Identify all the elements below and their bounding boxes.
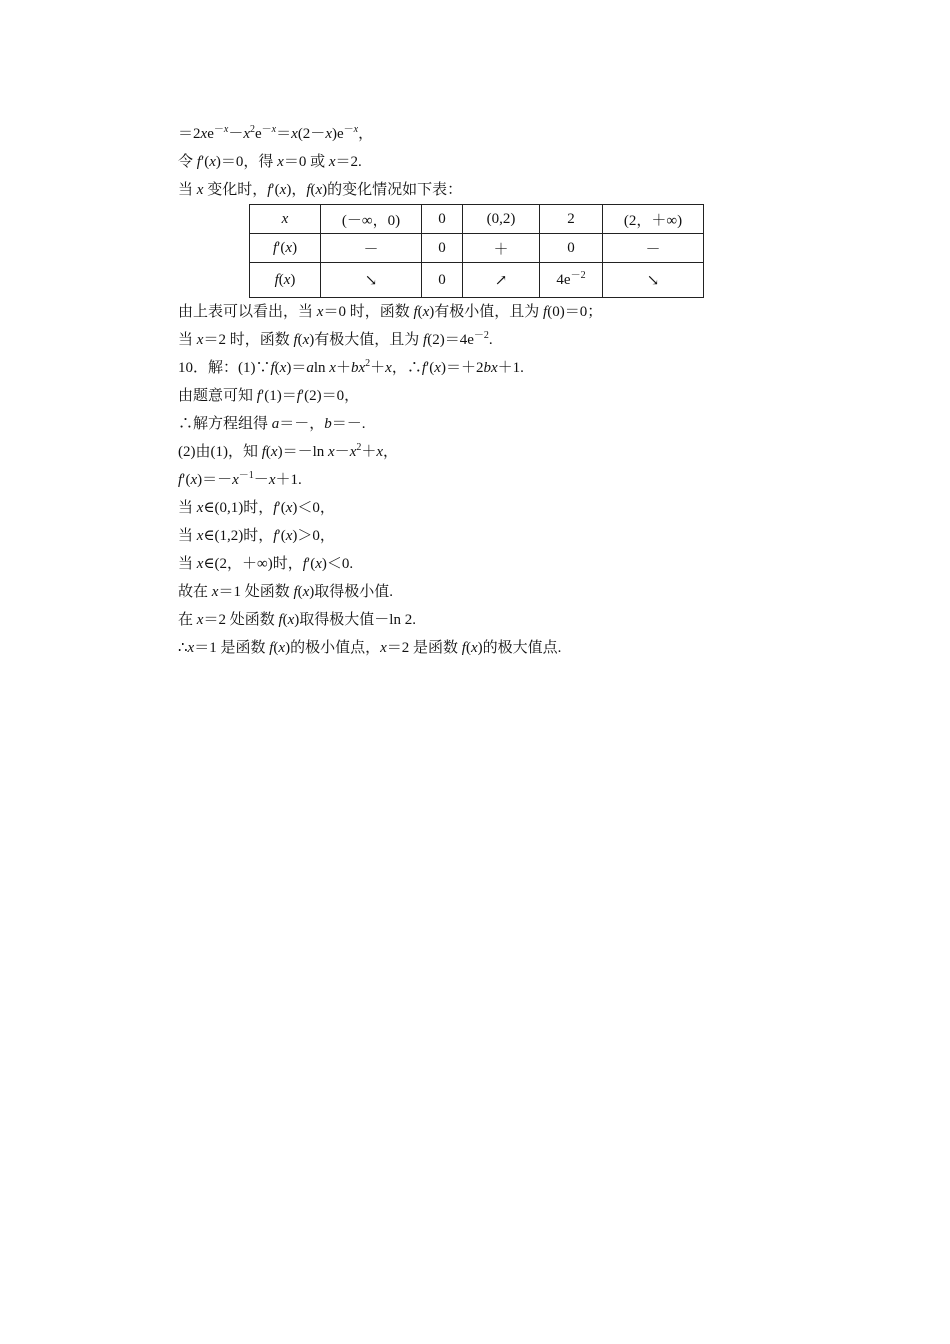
table-cell: 0: [422, 234, 463, 263]
text-line: ∴x＝1 是函数 f(x)的极小值点，x＝2 是函数 f(x)的极大值点.: [178, 640, 562, 656]
table-cell: (0,2): [463, 205, 540, 234]
table-cell: 0: [540, 234, 603, 263]
text-line: 令 f′(x)＝0，得 x＝0 或 x＝2.: [178, 154, 362, 170]
text-line: 由上表可以看出，当 x＝0 时，函数 f(x)有极小值，且为 f(0)＝0；: [178, 304, 603, 320]
text-line: 当 x∈(0,1)时，f′(x)＜0，: [178, 500, 335, 516]
document-body: [178, 120, 778, 690]
table-cell: ↘: [603, 263, 704, 298]
table-cell: (－∞，0): [321, 205, 422, 234]
table-row: [250, 205, 704, 234]
table-cell: ↗: [463, 263, 540, 298]
table-row: [250, 263, 704, 298]
table-cell: 2: [540, 205, 603, 234]
text-line: 当 x∈(1,2)时，f′(x)＞0，: [178, 528, 335, 544]
table-row: [250, 234, 704, 263]
table-cell: －: [603, 234, 704, 263]
table-cell: x: [250, 205, 321, 234]
text-line: $=2xe^{-x}-x^2e^{-x}=x(2-x)e^{-x}$，: [178, 124, 374, 142]
problem-10-heading: 10．解：(1)∵f(x)＝aln $x+bx^2+x$，∴f′(x)＝＋2bx＋1.: [178, 358, 524, 376]
text-line: $f'(x)=-x^{-1}-x+1$.: [178, 470, 302, 488]
table-cell: $4e^{-2}$: [540, 263, 603, 298]
text-line: 在 x＝2 处函数 f(x)取得极大值－ln 2.: [178, 612, 416, 628]
variation-table-wrapper: [249, 204, 778, 298]
table-cell: 0: [422, 263, 463, 298]
text-line: 由题意可知 f′(1)＝f′(2)＝0，: [178, 388, 360, 404]
text-line: 当 x 变化时，f′(x)，f(x)的变化情况如下表：: [178, 182, 463, 198]
table-cell: f′(x): [250, 234, 321, 263]
variation-table: [249, 204, 704, 298]
text-line: 故在 x＝1 处函数 f(x)取得极小值.: [178, 584, 394, 600]
text-line: [178, 662, 778, 690]
text-line: 当 x＝2 时，函数 f(x)有极大值，且为 $f(2)=4e^{-2}$.: [178, 330, 493, 348]
table-cell: ＋: [463, 234, 540, 263]
text-line: 当 x∈(2，＋∞)时，f′(x)＜0.: [178, 556, 354, 572]
table-cell: ↘: [321, 263, 422, 298]
table-cell: 0: [422, 205, 463, 234]
text-line: (2)由(1)，知 f(x)＝－ln $x-x^2+x$，: [178, 442, 399, 460]
table-cell: (2，＋∞): [603, 205, 704, 234]
table-cell: f(x): [250, 263, 321, 298]
table-cell: －: [321, 234, 422, 263]
text-line: ∴解方程组得 a＝－，b＝－.: [178, 416, 366, 432]
